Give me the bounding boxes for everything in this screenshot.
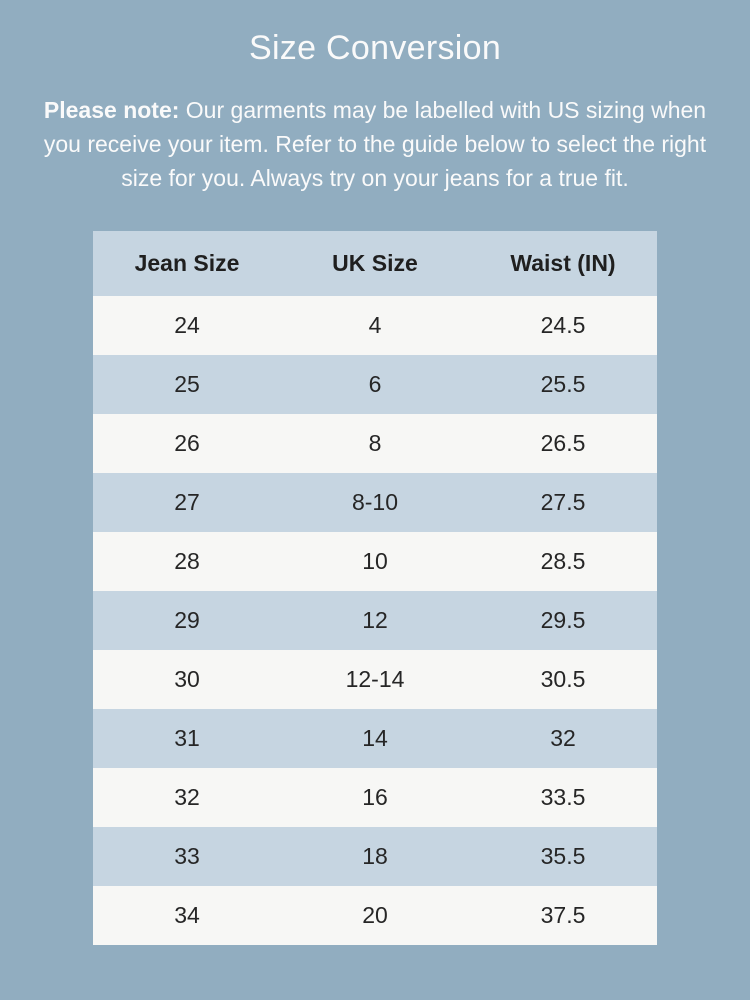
sizing-note: [30, 93, 720, 195]
table-cell: 33: [174, 843, 200, 869]
table-cell: 6: [368, 371, 382, 397]
table-cell: 30: [174, 666, 200, 692]
table-cell: 28.5: [540, 548, 586, 574]
table-cell: 16: [362, 784, 388, 810]
table-row: [93, 473, 657, 532]
table-cell: 18: [362, 843, 388, 869]
table-row: [93, 650, 657, 709]
note-bold-prefix: Please note:: [43, 97, 180, 123]
table-row: [93, 768, 657, 827]
table-cell: 30.5: [540, 666, 586, 692]
header-cell-jean-size: Jean Size: [134, 250, 240, 276]
table-cell: 8-10: [351, 489, 399, 515]
table-cell: 25.5: [540, 371, 586, 397]
table-cell: 14: [362, 725, 388, 751]
table-row: [93, 355, 657, 414]
size-table-body: [93, 296, 657, 945]
table-cell: 4: [368, 312, 382, 338]
table-cell: 20: [362, 902, 388, 928]
table-cell: 24.5: [540, 312, 586, 338]
header-cell-uk-size: UK Size: [332, 250, 418, 276]
table-cell: 12-14: [345, 666, 405, 692]
table-cell: 32: [550, 725, 576, 751]
table-cell: 32: [174, 784, 200, 810]
table-cell: 31: [174, 725, 200, 751]
table-cell: 28: [174, 548, 200, 574]
table-cell: 35.5: [540, 843, 586, 869]
table-row: [93, 591, 657, 650]
table-row: [93, 886, 657, 945]
table-row: [93, 709, 657, 768]
table-cell: 33.5: [540, 784, 586, 810]
note-body-text: Our garments may be labelled with US sizing when you receive your item. Refer to the guide below to select the right size for you. Always try on your jeans for a true fit.: [43, 97, 707, 191]
table-cell: 24: [174, 312, 200, 338]
table-cell: 26.5: [540, 430, 586, 456]
table-cell: 34: [174, 902, 200, 928]
header-cell-waist-in: Waist (IN): [510, 250, 616, 276]
table-row: [93, 296, 657, 355]
table-cell: 8: [368, 430, 382, 456]
page-title: Size Conversion: [248, 29, 502, 67]
table-row: [93, 414, 657, 473]
table-row: [93, 827, 657, 886]
table-cell: 12: [362, 607, 388, 633]
table-cell: 10: [362, 548, 388, 574]
table-cell: 37.5: [540, 902, 586, 928]
table-cell: 25: [174, 371, 200, 397]
table-cell: 27.5: [540, 489, 586, 515]
table-row: [93, 532, 657, 591]
table-cell: 27: [174, 489, 200, 515]
size-conversion-table: [93, 231, 657, 945]
table-cell: 26: [174, 430, 200, 456]
table-cell: 29: [174, 607, 200, 633]
table-cell: 29.5: [540, 607, 586, 633]
table-header-row: [93, 231, 657, 296]
